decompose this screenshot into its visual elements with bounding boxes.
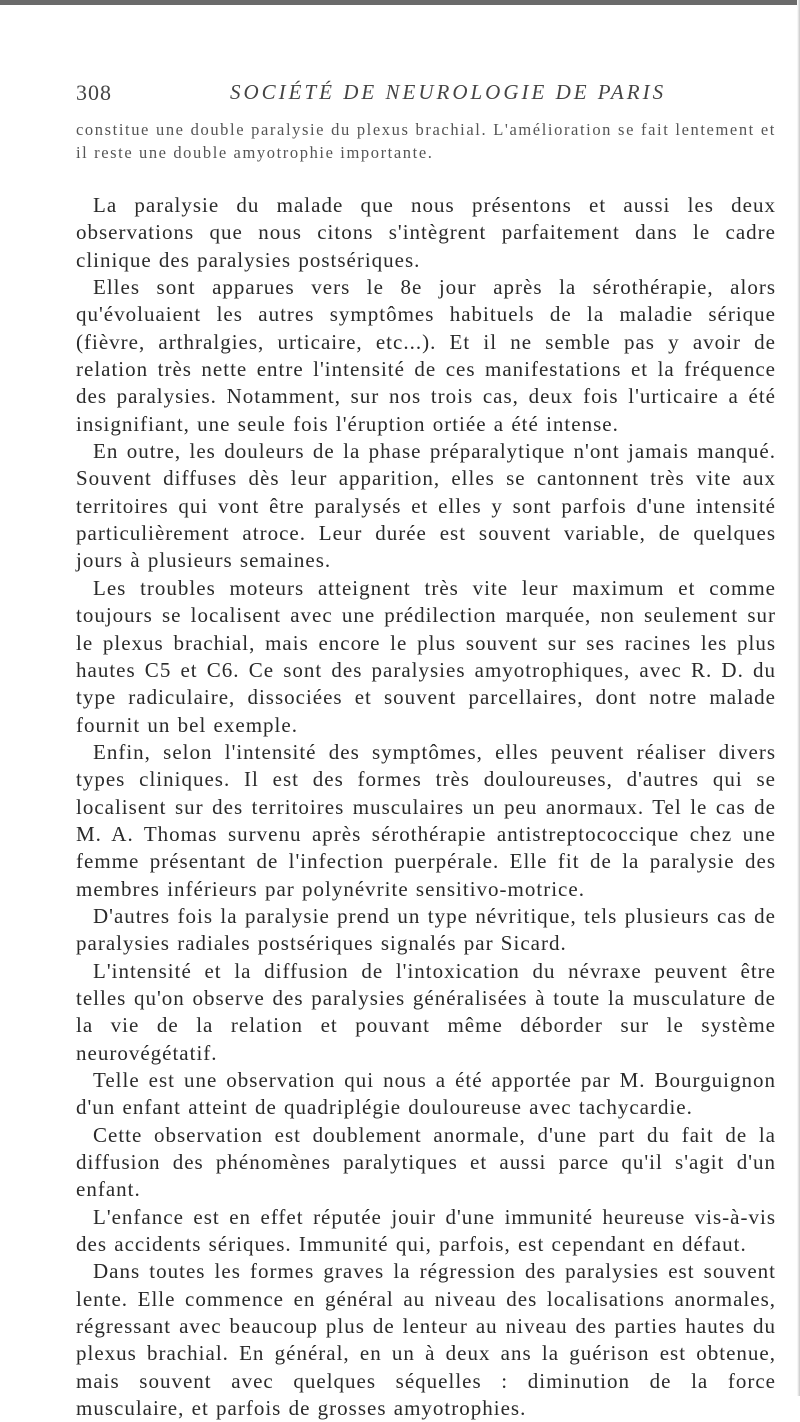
carried-over-footnote: constitue une double paralysie du plexus brachial. L'amélioration se fait lentement et il reste une double amyotrophie importante.	[76, 120, 776, 162]
page-header	[76, 80, 776, 110]
body-text	[76, 192, 776, 1422]
paragraph: Telle est une observation qui nous a été apportée par M. Bourguignon d'un enfant atteint de quadriplégie douloureuse avec tachycardie.	[76, 1068, 776, 1120]
paragraph: La paralysie du malade que nous présentons et aussi les deux observations que nous citons s'intègrent parfaitement dans le cadre clinique des paralysies postsériques.	[76, 193, 776, 272]
paragraph: Elles sont apparues vers le 8e jour après la sérothérapie, alors qu'évoluaient les autres symptômes habituels de la maladie sérique (fièvre, arthralgies, urticaire, etc...). Et il ne semble pas y avoir de relation très nette entre l'intensité de ces manifestations et la fréquence des paralysies. Notamment, sur nos trois cas, deux fois l'urticaire a été insignifiant, une seule fois l'éruption ortiée a été intense.	[76, 275, 776, 436]
page-number: 308	[76, 80, 112, 105]
paragraph: L'intensité et la diffusion de l'intoxication du névraxe peuvent être telles qu'on observe des paralysies généralisées à toute la musculature de la vie de la relation et pouvant même déborder sur le système neurovégétatif.	[76, 958, 776, 1065]
paragraph: D'autres fois la paralysie prend un type névritique, tels plusieurs cas de paralysies radiales postsériques signalés par Sicard.	[76, 903, 776, 956]
paragraph: Enfin, selon l'intensité des symptômes, elles peuvent réaliser divers types cliniques. Il est des formes très douloureuses, d'autres qui se localisent sur des territoires musculaires un peu anormaux. Tel le cas de M. A. Thomas survenu après sérothérapie antistreptococcique chez une femme présentant de l'infection puerpérale. Elle fit de la paralysie des membres inférieurs par polynévrite sensitivo-motrice.	[76, 739, 776, 901]
top-edge-rule	[0, 0, 800, 5]
paragraph: Dans toutes les formes graves la régression des paralysies est souvent lente. Elle commence en général au niveau des localisations anormales, régressant avec beaucoup plus de lenteur au niveau des parties hautes du plexus brachial. En général, en un à deux ans la guérison est obtenue, mais souvent avec quelques séquelles : diminution de la force musculaire, et parfois de grosses amyotrophies.	[76, 1259, 776, 1421]
paragraph: L'enfance est en effet réputée jouir d'une immunité heureuse vis-à-vis des accidents sériques. Immunité qui, parfois, est cependant en défaut.	[76, 1204, 776, 1257]
paragraph: Les troubles moteurs atteignent très vite leur maximum et comme toujours se localisent avec une prédilection marquée, non seulement sur le plexus brachial, mais encore le plus souvent sur ses racines les plus hautes C5 et C6. Ce sont des paralysies amyotrophiques, avec R. D. du type radiculaire, dissociées et souvent parcellaires, dont notre malade fournit un bel exemple.	[76, 575, 776, 737]
paragraph: Cette observation est doublement anormale, d'une part du fait de la diffusion des phénomènes paralytiques et aussi parce qu'il s'agit d'un enfant.	[76, 1122, 776, 1202]
paragraph: En outre, les douleurs de la phase préparalytique n'ont jamais manqué. Souvent diffuses dès leur apparition, elles se cantonnent très vite aux territoires qui vont être paralysés et elles y sont parfois d'une intensité particulièrement atroce. Leur durée est souvent variable, de quelques jours à plusieurs semaines.	[76, 439, 776, 573]
running-title: SOCIÉTÉ DE NEUROLOGIE DE PARIS	[230, 80, 667, 104]
